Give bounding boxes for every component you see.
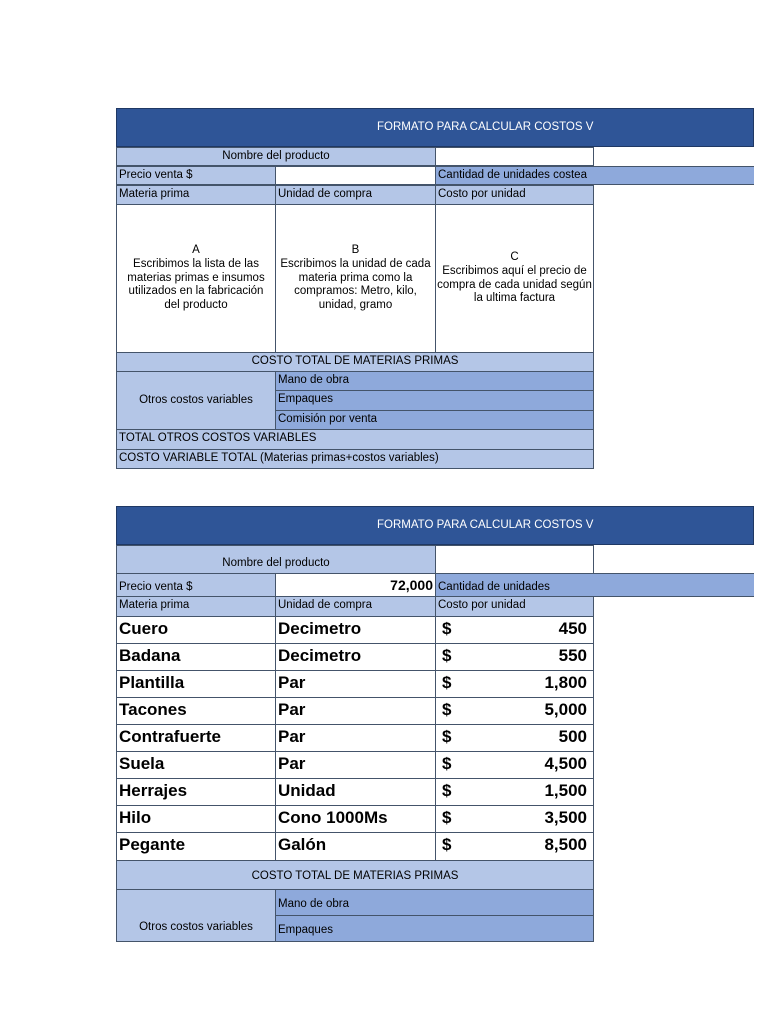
col-header-materia: Materia prima (116, 596, 276, 617)
other-variable-costs-label: Otros costos variables (116, 371, 276, 430)
col-header-materia: Materia prima (116, 185, 276, 205)
materia-cell[interactable]: Tacones (116, 697, 276, 725)
units-label: Cantidad de unidades (435, 573, 594, 597)
units-costed-label: Cantidad de unidades costea (435, 166, 594, 185)
instruction-b (275, 204, 436, 353)
instruction-c (435, 204, 594, 353)
costo-cell[interactable] (435, 832, 594, 861)
units-costed-field[interactable] (593, 166, 754, 185)
other-variable-costs-label: Otros costos variables (116, 889, 276, 942)
currency-symbol: $ (442, 673, 452, 692)
unidad-cell[interactable]: Par (275, 751, 436, 779)
cost-amount: 450 (558, 619, 587, 638)
costo-cell[interactable] (435, 805, 594, 833)
unidad-cell[interactable]: Par (275, 697, 436, 725)
instruction-b-text: Escribimos la unidad de cada materia prima como la compramos: Metro, kilo, unidad, gramo (280, 257, 431, 312)
materia-cell[interactable]: Suela (116, 751, 276, 779)
materia-cell[interactable]: Contrafuerte (116, 724, 276, 752)
materia-cell[interactable]: Hilo (116, 805, 276, 833)
unidad-cell[interactable]: Unidad (275, 778, 436, 806)
cost-amount: 1,800 (544, 673, 587, 692)
materia-cell[interactable]: Cuero (116, 616, 276, 644)
instruction-a-letter: A (192, 244, 200, 256)
currency-symbol: $ (442, 646, 452, 665)
instruction-a (116, 204, 276, 353)
product-name-field[interactable] (435, 147, 594, 166)
costo-cell[interactable] (435, 778, 594, 806)
unidad-cell[interactable]: Cono 1000Ms (275, 805, 436, 833)
currency-symbol: $ (442, 727, 452, 746)
banner-title: FORMATO PARA CALCULAR COSTOS V (377, 121, 594, 133)
col-header-unidad: Unidad de compra (275, 596, 436, 617)
units-field[interactable] (593, 573, 754, 597)
banner-title: FORMATO PARA CALCULAR COSTOS V (377, 519, 594, 531)
labor-label: Mano de obra (275, 371, 594, 391)
total-raw-materials-label: COSTO TOTAL DE MATERIAS PRIMAS (116, 860, 594, 890)
sales-commission-label: Comisión por venta (275, 410, 594, 430)
sale-price-value[interactable]: 72,000 (275, 573, 436, 597)
costo-cell[interactable] (435, 670, 594, 698)
col-header-costo: Costo por unidad (435, 185, 594, 205)
product-name-label: Nombre del producto (116, 147, 436, 166)
sale-price-field[interactable] (275, 166, 436, 185)
sale-price-label: Precio venta $ (116, 573, 276, 597)
product-name-label: Nombre del producto (116, 545, 436, 574)
instruction-c-letter: C (510, 250, 519, 263)
cost-amount: 1,500 (544, 781, 587, 800)
materia-cell[interactable]: Herrajes (116, 778, 276, 806)
cost-amount: 8,500 (544, 835, 587, 854)
cost-amount: 550 (558, 646, 587, 665)
currency-symbol: $ (442, 835, 452, 854)
unidad-cell[interactable]: Decimetro (275, 616, 436, 644)
cost-amount: 3,500 (544, 808, 587, 827)
materia-cell[interactable]: Plantilla (116, 670, 276, 698)
currency-symbol: $ (442, 808, 452, 827)
product-name-field[interactable] (435, 545, 594, 574)
cost-amount: 5,000 (544, 700, 587, 719)
currency-symbol: $ (442, 700, 452, 719)
labor-label: Mano de obra (275, 889, 594, 916)
materia-cell[interactable]: Badana (116, 643, 276, 671)
cost-amount: 500 (558, 727, 587, 746)
unidad-cell[interactable]: Par (275, 670, 436, 698)
unidad-cell[interactable]: Par (275, 724, 436, 752)
costo-cell[interactable] (435, 697, 594, 725)
total-other-variable-costs-label: TOTAL OTROS COSTOS VARIABLES (116, 429, 594, 450)
costo-cell[interactable] (435, 616, 594, 644)
instruction-c-text: Escribimos aquí el precio de compra de cada unidad según la ultima factura (437, 264, 592, 305)
unidad-cell[interactable]: Galón (275, 832, 436, 861)
packaging-label: Empaques (275, 915, 594, 942)
sheet-banner (116, 108, 754, 147)
costo-cell[interactable] (435, 751, 594, 779)
currency-symbol: $ (442, 754, 452, 773)
packaging-label: Empaques (275, 390, 594, 411)
materia-cell[interactable]: Pegante (116, 832, 276, 861)
col-header-unidad: Unidad de compra (275, 185, 436, 205)
costo-cell[interactable] (435, 643, 594, 671)
col-header-costo: Costo por unidad (435, 596, 594, 617)
currency-symbol: $ (442, 619, 452, 638)
cost-amount: 4,500 (544, 754, 587, 773)
currency-symbol: $ (442, 781, 452, 800)
sheet-banner (116, 506, 754, 545)
total-variable-cost-label: COSTO VARIABLE TOTAL (Materias primas+costos variables) (116, 449, 594, 469)
unidad-cell[interactable]: Decimetro (275, 643, 436, 671)
instruction-b-letter: B (351, 244, 360, 256)
total-raw-materials-label: COSTO TOTAL DE MATERIAS PRIMAS (116, 352, 594, 372)
instruction-a-text: Escribimos la lista de las materias primas e insumos utilizados en la fabricación del producto (127, 257, 265, 312)
costo-cell[interactable] (435, 724, 594, 752)
sale-price-label: Precio venta $ (116, 166, 276, 185)
